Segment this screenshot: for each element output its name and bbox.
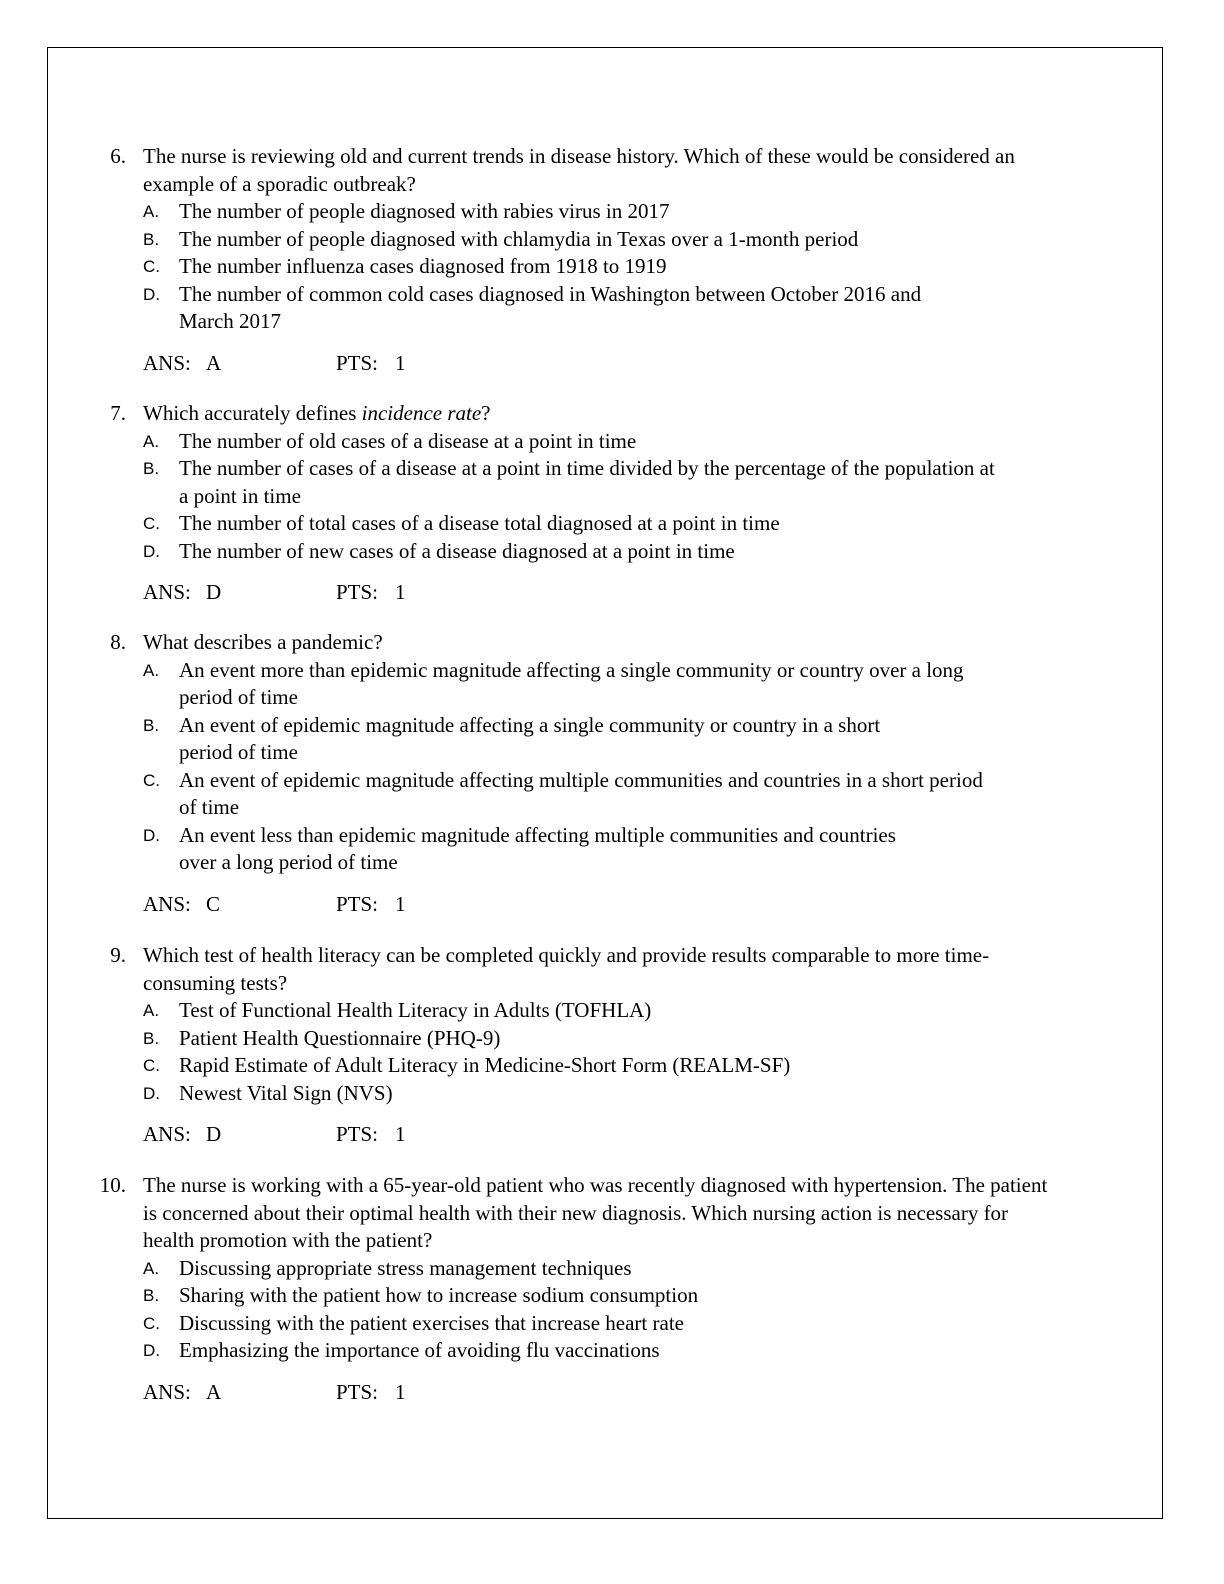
option-b: [0, 1025, 999, 1053]
question-stem: [0, 400, 1063, 428]
option-text: An event of epidemic magnitude affecting a single community or country in a short period of time: [179, 712, 881, 764]
option-letter: B.: [143, 1286, 160, 1305]
option-d: [0, 822, 919, 877]
question-number: 10.: [99, 1173, 126, 1197]
option-letter: C.: [143, 257, 160, 276]
option-d: [0, 1337, 999, 1365]
option-text: Sharing with the patient how to increase sodium consumption: [179, 1283, 699, 1307]
option-text: The number influenza cases diagnosed from 1918 to 1919: [179, 254, 667, 278]
answer-row: [0, 579, 1224, 607]
question-9: [0, 942, 1224, 1149]
points-value: 1: [395, 1122, 406, 1146]
option-letter: B.: [143, 1028, 160, 1048]
option-text: Emphasizing the importance of avoiding flu vaccinations: [179, 1338, 660, 1362]
option-c: [0, 1310, 999, 1338]
points-label: PTS:: [336, 1379, 379, 1404]
option-letter: A.: [143, 202, 160, 221]
option-a: [0, 997, 999, 1025]
option-letter: C.: [143, 1056, 160, 1075]
answer-row: [0, 1121, 1224, 1149]
option-text: The number of old cases of a disease at a point in time: [179, 428, 637, 453]
points-label: PTS:: [336, 891, 379, 916]
answer-value: A: [206, 350, 222, 375]
question-text: The nurse is working with a 65-year-old patient who was recently diagnosed with hypertension. The patient is concerned about their optimal health with their new diagnosis. Which nursing action is necessary for health promotion with the patient?: [143, 1173, 1048, 1252]
option-letter: B.: [143, 715, 160, 735]
option-text: The number of people diagnosed with chlamydia in Texas over a 1-month period: [179, 226, 859, 251]
option-text: Patient Health Questionnaire (PHQ-9): [179, 1025, 501, 1050]
option-letter: A.: [143, 1001, 160, 1020]
option-c: [0, 1052, 999, 1080]
option-a: [0, 428, 999, 456]
option-text: Rapid Estimate of Adult Literacy in Medicine-Short Form (REALM-SF): [179, 1053, 791, 1077]
question-number: 8.: [110, 630, 126, 654]
option-text: An event more than epidemic magnitude affecting a single community or country over a long period of time: [179, 657, 964, 709]
option-letter: D.: [143, 825, 160, 845]
option-a: [0, 657, 979, 712]
question-text-term: incidence rate: [361, 401, 482, 425]
option-b: [0, 226, 999, 254]
answer-label: ANS:: [143, 350, 191, 375]
option-text: Discussing with the patient exercises that increase heart rate: [179, 1310, 684, 1335]
option-letter: D.: [143, 541, 160, 561]
answer-label: ANS:: [143, 1122, 191, 1146]
option-text: The number of cases of a disease at a point in time divided by the percentage of the population at a point in time: [179, 456, 995, 508]
answer-label: ANS:: [143, 1379, 191, 1404]
question-8: [0, 629, 1224, 918]
option-letter: D.: [143, 1341, 160, 1360]
option-text: An event of epidemic magnitude affecting multiple communities and countries in a short period of time: [179, 767, 983, 819]
option-d: [0, 281, 939, 336]
question-stem: [0, 143, 1063, 198]
option-letter: A.: [143, 431, 160, 451]
question-text: The nurse is reviewing old and current trends in disease history. Which of these would be considered an example of a sporadic outbreak?: [143, 144, 1015, 196]
points-value: 1: [395, 891, 406, 916]
option-d: [0, 538, 999, 566]
question-7: [0, 400, 1224, 607]
question-text: What describes a pandemic?: [143, 630, 383, 654]
question-stem: [0, 942, 1063, 997]
option-b: [0, 1282, 999, 1310]
option-b: [0, 712, 939, 767]
answer-label: ANS:: [143, 891, 191, 916]
option-c: [0, 253, 999, 281]
points-label: PTS:: [336, 350, 379, 375]
answer-value: D: [206, 580, 222, 604]
option-letter: B.: [143, 459, 160, 478]
option-letter: D.: [143, 1083, 160, 1103]
option-c: [0, 510, 999, 538]
option-letter: A.: [143, 1258, 160, 1278]
question-number: 7.: [110, 401, 126, 425]
option-a: [0, 1255, 999, 1283]
option-text: An event less than epidemic magnitude affecting multiple communities and countries over a long period of time: [179, 822, 896, 874]
answer-row: [0, 1379, 1224, 1407]
answer-label: ANS:: [143, 580, 191, 604]
option-text: The number of people diagnosed with rabies virus in 2017: [179, 199, 670, 223]
option-text: The number of common cold cases diagnosed in Washington between October 2016 and March 2017: [179, 281, 922, 333]
option-letter: C.: [143, 770, 160, 790]
points-value: 1: [395, 1379, 406, 1404]
question-6: [0, 143, 1224, 377]
option-letter: D.: [143, 284, 160, 304]
points-value: 1: [395, 580, 406, 604]
option-letter: C.: [143, 514, 160, 533]
option-letter: A.: [143, 660, 160, 680]
option-b: [0, 455, 999, 510]
question-number: 6.: [110, 144, 126, 168]
option-a: [0, 198, 999, 226]
answer-row: [0, 350, 1224, 378]
option-text: Discussing appropriate stress management techniques: [179, 1255, 632, 1280]
option-c: [0, 767, 989, 822]
option-letter: B.: [143, 229, 160, 249]
option-text: Test of Functional Health Literacy in Adults (TOFHLA): [179, 998, 652, 1022]
question-10: [0, 1172, 1224, 1406]
answer-value: D: [206, 1122, 222, 1146]
points-label: PTS:: [336, 580, 379, 604]
points-value: 1: [395, 350, 406, 375]
question-text-end: ?: [481, 401, 491, 425]
option-text: Newest Vital Sign (NVS): [179, 1080, 393, 1105]
answer-value: C: [206, 891, 221, 916]
question-text: Which test of health literacy can be completed quickly and provide results comparable to more time-consuming tests?: [143, 943, 990, 995]
option-letter: C.: [143, 1313, 160, 1333]
answer-value: A: [206, 1379, 222, 1404]
option-text: The number of total cases of a disease total diagnosed at a point in time: [179, 511, 780, 535]
question-stem: [0, 629, 1063, 657]
question-stem: [0, 1172, 1063, 1255]
question-number: 9.: [110, 943, 126, 967]
question-text-start: Which accurately defines: [143, 401, 362, 425]
answer-row: [0, 891, 1224, 919]
option-text: The number of new cases of a disease diagnosed at a point in time: [179, 538, 735, 563]
points-label: PTS:: [336, 1122, 379, 1146]
option-d: [0, 1080, 999, 1108]
